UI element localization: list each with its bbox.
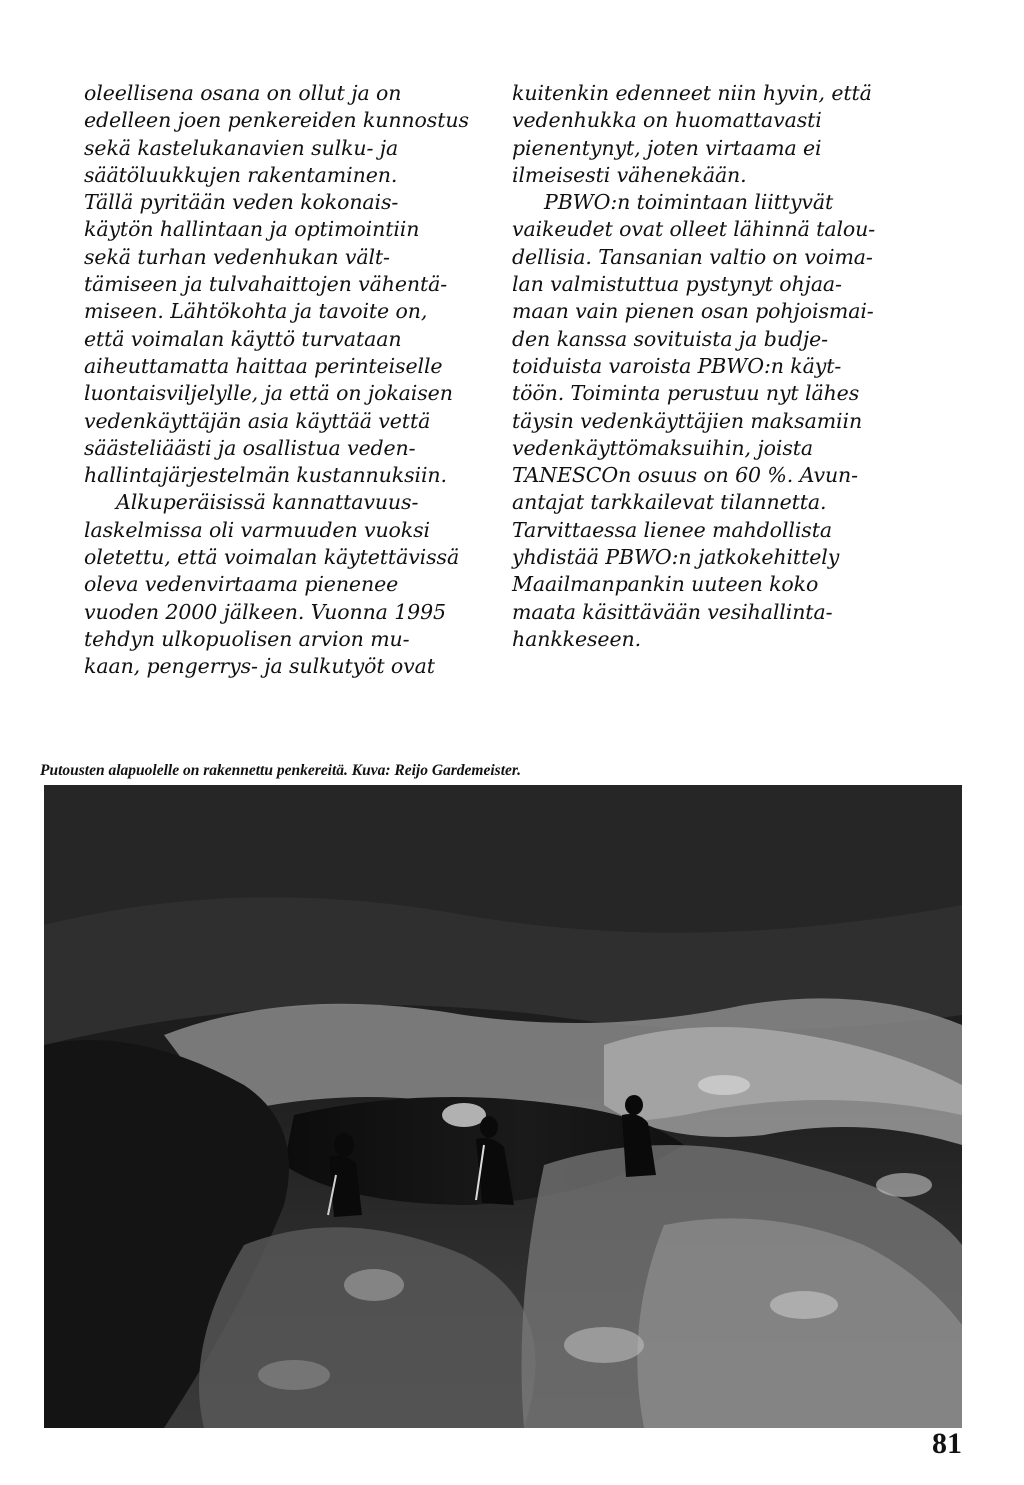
article-column-right (512, 80, 922, 653)
right-column-line: Tarvittaessa lienee mahdollista (512, 517, 832, 542)
left-column-line: vedenkäyttäjän asia käyttää vettä (84, 408, 431, 433)
right-column-line: den kanssa sovituista ja budje- (512, 326, 828, 351)
left-column-line: Tällä pyritään veden kokonais- (84, 190, 399, 215)
page-number: 81 (932, 1427, 962, 1460)
left-column-line: oleellisena osana on ollut ja on (84, 81, 402, 105)
left-column-line: säästeliäästi ja osallistua veden- (84, 435, 416, 460)
left-column-line: sekä turhan vedenhukan vält- (84, 244, 390, 269)
photo-caption: Putousten alapuolelle on rakennettu penkereitä. Kuva: Reijo Gardemeister. (40, 762, 521, 779)
left-column-line: hallintajärjestelmän kustannuksiin. (84, 463, 447, 488)
right-column-line: täysin vedenkäyttäjien maksamiin (512, 408, 863, 433)
right-column-line: vaikeudet ovat olleet lähinnä talou- (512, 217, 876, 242)
right-column-line: Maailmanpankin uuteen koko (512, 572, 819, 597)
right-column-line: maata käsittävään vesihallinta- (512, 599, 833, 624)
right-column-line: yhdistää PBWO:n jatkokehittely (512, 545, 840, 570)
left-column-line: säätöluukkujen rakentaminen. (84, 162, 398, 187)
left-column-line: sekä kastelukanavien sulku- ja (84, 135, 399, 160)
right-column-line: vedenkäyttömaksuihin, joista (512, 435, 814, 460)
right-column-line: maan vain pienen osan pohjoismai- (512, 299, 874, 324)
right-column-line: töön. Toiminta perustuu nyt lähes (512, 381, 860, 406)
right-column-line: pienentynyt, joten virtaama ei (512, 135, 822, 160)
right-column-line: PBWO:n toimintaan liittyvät (544, 190, 834, 215)
left-column-line: miseen. Lähtökohta ja tavoite on, (84, 299, 428, 324)
left-column-line: kaan, pengerrys- ja sulkutyöt ovat (84, 654, 435, 679)
right-column-line: hankkeseen. (512, 626, 642, 651)
right-column-line: ilmeisesti vähenekään. (512, 162, 747, 187)
right-column-line: lan valmistuttua pystynyt ohjaa- (512, 272, 842, 297)
left-column-line: edelleen joen penkereiden kunnostus (84, 108, 469, 133)
left-column-line: oletettu, että voimalan käytettävissä (84, 545, 460, 570)
left-column-line: käytön hallintaan ja optimointiin (84, 217, 420, 242)
right-column-line: kuitenkin edenneet niin hyvin, että (512, 81, 872, 105)
left-column-line: että voimalan käyttö turvataan (84, 326, 402, 351)
left-column-line: vuoden 2000 jälkeen. Vuonna 1995 (84, 599, 446, 624)
left-column-line: luontaisviljelylle, ja että on jokaisen (84, 381, 453, 406)
riverbank-photo (44, 785, 962, 1428)
right-column-line: vedenhukka on huomattavasti (512, 108, 822, 133)
right-column-line: dellisia. Tansanian valtio on voima- (512, 244, 873, 269)
left-column-line: aiheuttamatta haittaa perinteiselle (84, 353, 443, 378)
article-column-left (84, 80, 504, 681)
left-column-line: oleva vedenvirtaama pienenee (84, 572, 399, 597)
riverbank-photo-illustration (44, 785, 962, 1428)
left-column-line: tehdyn ulkopuolisen arvion mu- (84, 626, 410, 651)
right-column-line: antajat tarkkailevat tilannetta. (512, 490, 827, 515)
left-column-line: laskelmissa oli varmuuden vuoksi (84, 517, 431, 542)
left-column-line: tämiseen ja tulvahaittojen vähentä- (84, 272, 448, 297)
right-column-line: TANESCOn osuus on 60 %. Avun- (512, 463, 858, 488)
right-column-line: toiduista varoista PBWO:n käyt- (512, 353, 842, 378)
left-column-line: Alkuperäisissä kannattavuus- (116, 490, 419, 515)
